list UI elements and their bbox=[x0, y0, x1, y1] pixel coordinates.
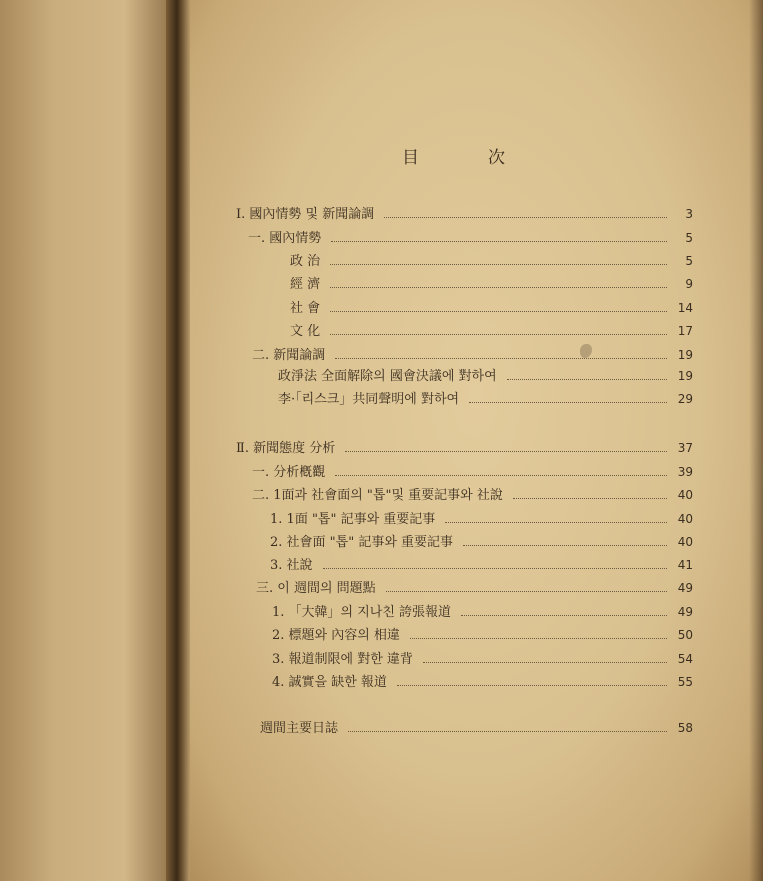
toc-label: 標題와 內容의 相違 bbox=[288, 628, 400, 643]
dot-leader bbox=[397, 685, 667, 686]
toc-entry[interactable] bbox=[252, 484, 693, 502]
dot-leader bbox=[348, 731, 667, 732]
toc-page-number: 49 bbox=[677, 581, 693, 595]
toc-label: 社會面 "톱" 記事와 重要記事 bbox=[286, 535, 454, 550]
toc-entry[interactable] bbox=[252, 344, 693, 362]
dot-leader bbox=[410, 638, 667, 639]
left-page bbox=[0, 0, 178, 881]
toc-label: 社 會 bbox=[290, 301, 321, 316]
toc-number: 2. bbox=[270, 535, 283, 550]
toc-page-number: 9 bbox=[685, 277, 693, 291]
toc-page-number: 41 bbox=[677, 558, 693, 572]
toc-number: Ⅱ. bbox=[236, 441, 249, 456]
dot-leader bbox=[384, 217, 667, 218]
dot-leader bbox=[330, 334, 667, 335]
toc-label: 國內情勢 bbox=[269, 231, 322, 246]
toc-page-number: 40 bbox=[677, 535, 693, 549]
toc-page-number: 19 bbox=[677, 369, 693, 383]
toc-number: 1. bbox=[270, 512, 283, 527]
toc-page-number: 58 bbox=[677, 721, 693, 735]
toc-number: 二. bbox=[252, 488, 270, 503]
toc-number: 三. bbox=[256, 581, 274, 596]
toc-label: 文 化 bbox=[290, 324, 321, 339]
toc-entry[interactable] bbox=[278, 388, 693, 406]
toc-label: 1面 "톱" 記事와 重要記事 bbox=[286, 512, 436, 527]
dot-leader bbox=[330, 287, 667, 288]
toc-entry[interactable] bbox=[236, 203, 693, 221]
toc-entry[interactable] bbox=[272, 601, 693, 619]
toc-page-number: 37 bbox=[677, 441, 693, 455]
toc-page-number: 5 bbox=[685, 254, 693, 268]
toc-number: 一. bbox=[248, 231, 266, 246]
title-char-1: 目 bbox=[402, 148, 419, 168]
toc-label: 李·「리스크」共同聲明에 對하여 bbox=[278, 392, 460, 407]
toc-label: 誠實을 缺한 報道 bbox=[288, 675, 387, 690]
toc-entry[interactable] bbox=[260, 717, 693, 735]
toc-label: 이 週間의 問題點 bbox=[277, 581, 376, 596]
toc-label: 政 治 bbox=[290, 254, 321, 269]
toc-entry[interactable] bbox=[290, 273, 693, 291]
toc-label: 政淨法 全面解除의 國會決議에 對하여 bbox=[278, 369, 497, 384]
toc-number: 3. bbox=[272, 652, 285, 667]
toc-label: 國內情勢 및 新聞論調 bbox=[249, 207, 375, 222]
book-gutter bbox=[166, 0, 190, 881]
dot-leader bbox=[335, 475, 667, 476]
dot-leader bbox=[513, 498, 667, 499]
dot-leader bbox=[469, 402, 667, 403]
toc-number: 二. bbox=[252, 348, 270, 363]
dot-leader bbox=[461, 615, 667, 616]
dot-leader bbox=[331, 241, 667, 242]
dot-leader bbox=[335, 358, 667, 359]
dot-leader bbox=[423, 662, 667, 663]
toc-entry[interactable] bbox=[290, 250, 693, 268]
toc-page-number: 50 bbox=[677, 628, 693, 642]
page-edge-shadow bbox=[749, 0, 763, 881]
toc-entry[interactable] bbox=[270, 531, 693, 549]
title-char-2: 次 bbox=[488, 148, 505, 168]
toc-page-number: 29 bbox=[677, 392, 693, 406]
toc-entry[interactable] bbox=[290, 320, 693, 338]
toc-page-number: 55 bbox=[677, 675, 693, 689]
toc-entry[interactable] bbox=[278, 365, 693, 383]
toc-entry[interactable] bbox=[256, 577, 693, 595]
toc-entry[interactable] bbox=[270, 508, 693, 526]
toc-entry[interactable] bbox=[270, 554, 693, 572]
toc-entry[interactable] bbox=[272, 671, 693, 689]
toc-number: 1. bbox=[272, 605, 285, 620]
toc-page-number: 40 bbox=[677, 488, 693, 502]
dot-leader bbox=[345, 451, 667, 452]
toc-page-number: 49 bbox=[677, 605, 693, 619]
toc-number: 一. bbox=[252, 465, 270, 480]
toc-entry[interactable] bbox=[252, 461, 693, 479]
toc-entry[interactable] bbox=[272, 648, 693, 666]
toc-page-number: 40 bbox=[677, 512, 693, 526]
dot-leader bbox=[323, 568, 667, 569]
toc-entry[interactable] bbox=[290, 297, 693, 315]
toc-label: 週間主要日誌 bbox=[260, 721, 339, 736]
toc-entry[interactable] bbox=[236, 437, 693, 455]
toc-page-number: 54 bbox=[677, 652, 693, 666]
toc-page-number: 3 bbox=[685, 207, 693, 221]
dot-leader bbox=[445, 522, 667, 523]
toc-number: Ⅰ. bbox=[236, 207, 246, 222]
dot-leader bbox=[386, 591, 667, 592]
dot-leader bbox=[330, 264, 667, 265]
toc-number: 3. bbox=[270, 558, 283, 573]
toc-page-number: 14 bbox=[677, 301, 693, 315]
dot-leader bbox=[330, 311, 667, 312]
toc-number: 4. bbox=[272, 675, 285, 690]
toc-entry[interactable] bbox=[272, 624, 693, 642]
toc-label: 分析槪觀 bbox=[273, 465, 326, 480]
toc-page-number: 17 bbox=[677, 324, 693, 338]
dot-leader bbox=[507, 379, 667, 380]
toc-page-number: 19 bbox=[677, 348, 693, 362]
toc-number: 2. bbox=[272, 628, 285, 643]
toc-label: 報道制限에 對한 違背 bbox=[288, 652, 413, 667]
toc-entry[interactable] bbox=[248, 227, 693, 245]
toc-label: 經 濟 bbox=[290, 277, 321, 292]
toc-page-number: 5 bbox=[685, 231, 693, 245]
toc-label: 1面과 社會面의 "톱"및 重要記事와 社說 bbox=[273, 488, 503, 503]
page-title bbox=[402, 143, 512, 168]
dot-leader bbox=[463, 545, 667, 546]
toc-label: 新聞論調 bbox=[273, 348, 326, 363]
toc-page-number: 39 bbox=[677, 465, 693, 479]
toc-label: 社說 bbox=[286, 558, 313, 573]
toc-label: 新聞態度 分析 bbox=[253, 441, 336, 456]
toc-label: 「大韓」의 지나친 誇張報道 bbox=[288, 605, 452, 620]
